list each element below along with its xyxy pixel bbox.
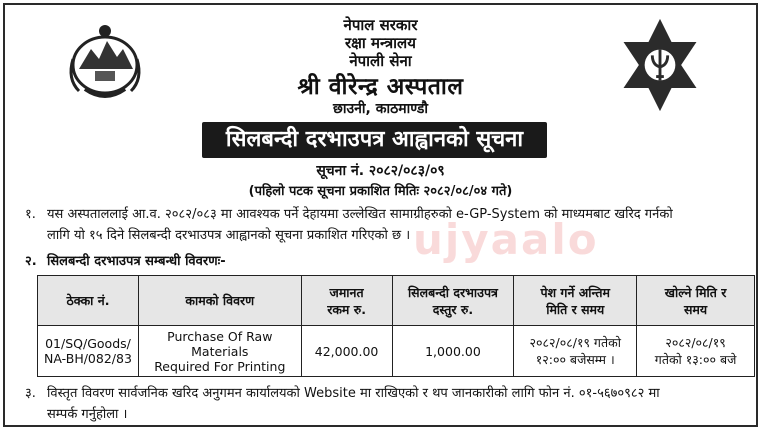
table-header-row: [38, 276, 755, 326]
cell-contract-no: 01/SQ/Goods/ NA-BH/082/83: [38, 326, 139, 377]
paragraph-3-number: ३.: [25, 386, 36, 401]
paragraph-2: [25, 251, 745, 272]
notice-number: सूचना नं. २०८२/०८३/०९: [316, 163, 445, 179]
col-bid-fee: सिलबन्दी दरभाउपत्र दस्तुर रु.: [392, 276, 514, 326]
paragraph-2-number: २.: [25, 254, 37, 269]
notice-document: [3, 3, 758, 427]
cell-security-amount: 42,000.00: [301, 326, 392, 377]
cell-opening-date: २०८२/०८/१९ गतेको १३:०० बजे: [637, 326, 755, 377]
paragraph-3: [25, 383, 745, 425]
col-opening-date: खोल्ने मिति र समय: [637, 276, 755, 326]
cell-submission-deadline: २०८२/०८/१९ गतेको १२:०० बजेसम्म ।: [514, 326, 637, 377]
cell-description: Purchase Of Raw Materials Required For Printing: [138, 326, 301, 377]
col-submission-deadline: पेश गर्ने अन्तिम मिति र समय: [514, 276, 637, 326]
cell-bid-fee: 1,000.00: [392, 326, 514, 377]
col-security-amount: जमानत रकम रु.: [301, 276, 392, 326]
hospital-name: श्री वीरेन्द्र अस्पताल: [297, 74, 464, 100]
govt-name: नेपाल सरकार: [343, 16, 418, 34]
army-name: नेपाली सेना: [349, 52, 412, 70]
paragraph-3-line1: विस्तृत विवरण सार्वजनिक खरिद अनुगमन कार्यालयको Website मा राखिएको र थप जानकारीको लागि फोन नं. ०१-५६७०९८२ मा: [47, 386, 660, 401]
table-row: [38, 326, 755, 377]
paragraph-3-line2: सम्पर्क गर्नुहोला ।: [47, 407, 128, 422]
bid-details-table: [37, 275, 755, 377]
col-description: कामको विवरण: [138, 276, 301, 326]
paragraph-1-line1: यस अस्पताललाई आ.व. २०८२/०८३ मा आवश्यक पर्ने देहायमा उल्लेखित सामाग्रीहरुको e-GP-System को माध्यमबाट खरिद गर्नको: [47, 207, 673, 222]
paragraph-1-line2: लागि यो १५ दिने सिलबन्दी दरभाउपत्र आह्वानको सूचना प्रकाशित गरिएको छ ।: [47, 228, 411, 243]
paragraph-1-number: १.: [25, 207, 36, 222]
paragraph-1: [25, 204, 745, 246]
first-published-date: (पहिलो पटक सूचना प्रकाशित मितिः २०८२/०८/०४ गते): [248, 184, 513, 199]
watermark-logo: ujyaalo: [413, 215, 599, 264]
notice-banner: सिलबन्दी दरभाउपत्र आह्वानको सूचना: [202, 122, 547, 158]
ministry-name: रक्षा मन्त्रालय: [345, 34, 416, 52]
col-contract-no: ठेक्का नं.: [38, 276, 139, 326]
paragraph-2-text: सिलबन्दी दरभाउपत्र सम्बन्धी विवरणः-: [47, 254, 226, 269]
hospital-location: छाउनी, काठमाण्डौ: [333, 101, 428, 117]
